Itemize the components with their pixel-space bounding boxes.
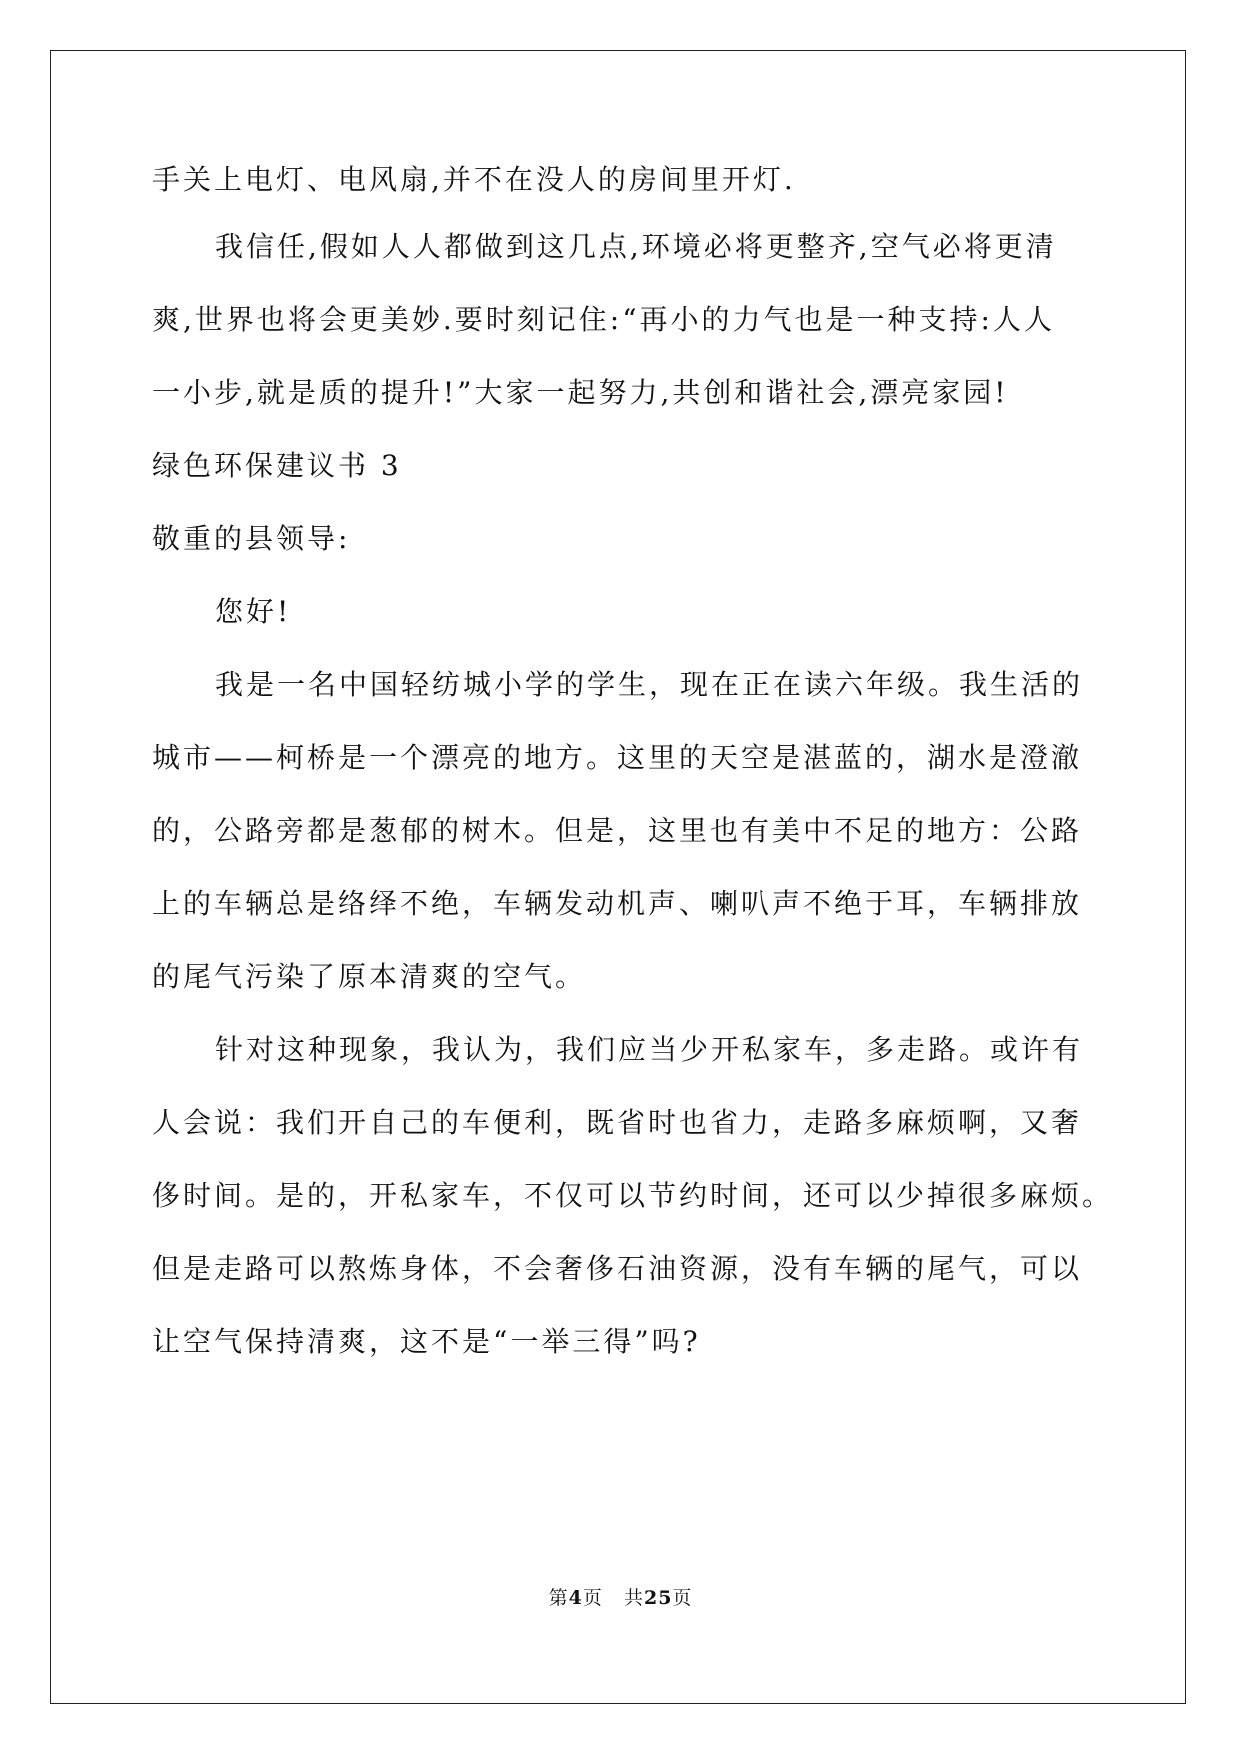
body-line: 手关上电灯、电风扇,并不在没人的房间里开灯. <box>152 163 796 196</box>
body-line: 但是走路可以熬炼身体，不会奢侈石油资源，没有车辆的尾气，可以 <box>152 1252 1083 1285</box>
body-line: 人会说：我们开自己的车便利，既省时也省力，走路多麻烦啊，又奢 <box>152 1106 1083 1139</box>
total-pages: 25 <box>643 1587 673 1609</box>
body-line: 让空气保持清爽，这不是“一举三得”吗? <box>152 1325 701 1358</box>
total-prefix: 共 <box>623 1587 644 1609</box>
greeting: 您好! <box>215 595 292 628</box>
body-line: 的，公路旁都是葱郁的树木。但是，这里也有美中不足的地方：公路 <box>152 814 1083 847</box>
page-prefix: 第 <box>548 1587 569 1609</box>
page-suffix: 页 <box>582 1587 603 1609</box>
body-line: 针对这种现象，我认为，我们应当少开私家车，多走路。或许有 <box>215 1033 1084 1066</box>
page-number: 4 <box>568 1587 583 1609</box>
body-line: 我是一名中国轻纺城小学的学生，现在正在读六年级。我生活的 <box>215 668 1084 701</box>
total-suffix: 页 <box>672 1587 693 1609</box>
page-border <box>50 50 1186 1704</box>
body-line: 一小步,就是质的提升!”大家一起努力,共创和谐社会,漂亮家园! <box>152 376 1009 409</box>
body-line: 的尾气污染了原本清爽的空气。 <box>152 960 587 993</box>
page-footer <box>0 1585 1241 1611</box>
body-line: 我信任,假如人人都做到这几点,环境必将更整齐,空气必将更清 <box>215 230 1057 263</box>
section-heading: 绿色环保建议书 3 <box>152 449 402 482</box>
body-line: 城市——柯桥是一个漂亮的地方。这里的天空是湛蓝的，湖水是澄澈 <box>152 741 1083 774</box>
body-line: 爽,世界也将会更美妙.要时刻记住:“再小的力气也是一种支持:人人 <box>152 303 1055 336</box>
body-line: 侈时间。是的，开私家车，不仅可以节约时间，还可以少掉很多麻烦。 <box>152 1179 1114 1212</box>
salutation: 敬重的县领导: <box>152 522 351 555</box>
body-line: 上的车辆总是络绎不绝，车辆发动机声、喇叭声不绝于耳，车辆排放 <box>152 887 1083 920</box>
